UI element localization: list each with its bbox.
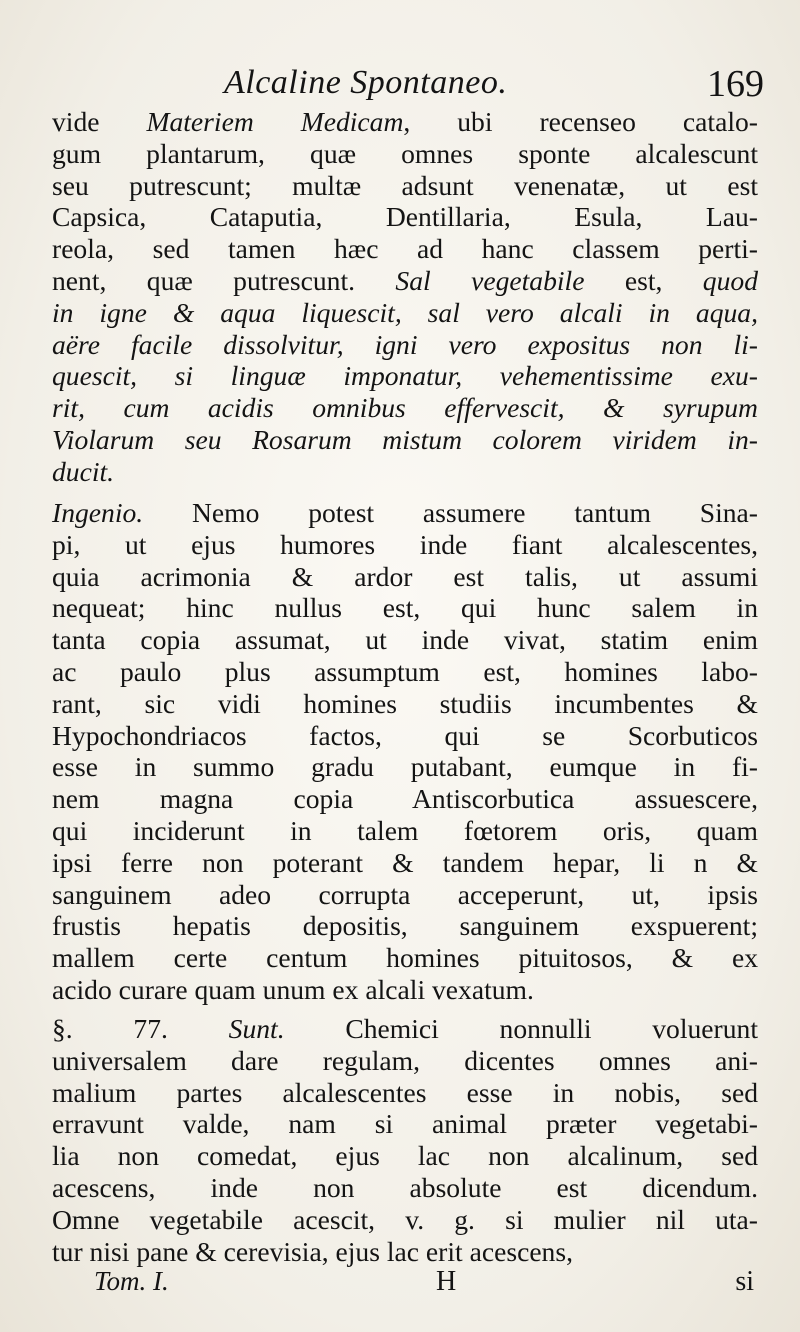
page-footer bbox=[52, 1266, 760, 1306]
text-run: mallem certe centum homines pituitosos, & ex bbox=[52, 942, 758, 974]
text-run: esse in summo gradu putabant, eumque in fi- bbox=[52, 751, 758, 783]
text-line bbox=[52, 1236, 758, 1268]
text-line bbox=[52, 624, 758, 656]
italic-run: Violarum seu Rosarum mistum colorem viridem in- bbox=[52, 423, 758, 455]
text-run: Omne vegetabile acescit, v. g. si mulier nil uta- bbox=[52, 1203, 758, 1235]
text-run: Capsica, Cataputia, Dentillaria, Esula, Lau- bbox=[52, 201, 758, 233]
text-line bbox=[52, 656, 758, 688]
text-run: seu putrescunt; multæ adsunt venenatæ, ut est bbox=[52, 169, 758, 201]
text-line bbox=[52, 879, 758, 911]
signature-mark: H bbox=[436, 1266, 457, 1297]
italic-run: aëre facile dissolvitur, igni vero expositus non li- bbox=[52, 328, 758, 360]
text-line bbox=[52, 497, 758, 529]
text-line bbox=[52, 847, 758, 879]
italic-run: ducit. bbox=[52, 455, 115, 487]
paragraph-3 bbox=[52, 1013, 758, 1267]
text-line bbox=[52, 910, 758, 942]
text-line bbox=[52, 297, 758, 329]
text-line bbox=[52, 815, 758, 847]
text-run: Chemici nonnulli voluerunt bbox=[284, 1013, 759, 1044]
italic-run: quescit, si linguæ imponatur, vehementissime exu- bbox=[52, 360, 758, 392]
text-run: est, bbox=[584, 264, 703, 296]
italic-run: Materiem Medicam bbox=[146, 106, 404, 137]
paragraph-1 bbox=[52, 106, 758, 488]
text-line bbox=[52, 360, 758, 392]
text-line bbox=[52, 1204, 758, 1236]
text-run: pi, ut ejus humores inde fiant alcalescentes, bbox=[52, 528, 758, 560]
text-run: qui inciderunt in talem fœtorem oris, quam bbox=[52, 814, 758, 846]
text-run: quia acrimonia & ardor est talis, ut assumi bbox=[52, 560, 758, 592]
text-run: erravunt valde, nam si animal præter vegetabi- bbox=[52, 1108, 758, 1140]
text-run: nem magna copia Antiscorbutica assuescere, bbox=[52, 783, 758, 815]
text-line bbox=[52, 529, 758, 561]
text-line bbox=[52, 592, 758, 624]
text-line bbox=[52, 106, 758, 138]
text-line bbox=[52, 456, 758, 488]
text-run: , ubi recenseo catalo- bbox=[403, 106, 758, 137]
text-line bbox=[52, 1140, 758, 1172]
text-line bbox=[52, 1108, 758, 1140]
text-line bbox=[52, 170, 758, 202]
text-run: acido curare quam unum ex alcali vexatum. bbox=[52, 973, 534, 1005]
text-line bbox=[52, 138, 758, 170]
italic-run: Sunt. bbox=[228, 1013, 285, 1044]
text-run: tur nisi pane & cerevisia, ejus lac erit acescens, bbox=[52, 1235, 573, 1267]
text-line bbox=[52, 1172, 758, 1204]
italic-run: quod bbox=[702, 264, 758, 296]
text-line bbox=[52, 720, 758, 752]
italic-run: rit, cum acidis omnibus effervescit, & syrupum bbox=[52, 392, 758, 424]
page-header bbox=[54, 58, 770, 108]
italic-run: Sal vegetabile bbox=[395, 264, 585, 296]
text-line bbox=[52, 1013, 758, 1045]
text-line bbox=[52, 1045, 758, 1077]
text-run: ipsi ferre non poterant & tandem hepar, li n & bbox=[52, 846, 758, 878]
text-line bbox=[52, 201, 758, 233]
text-run: reola, sed tamen hæc ad hanc classem perti- bbox=[52, 233, 758, 265]
text-line bbox=[52, 942, 758, 974]
text-line bbox=[52, 688, 758, 720]
text-run: universalem dare regulam, dicentes omnes ani- bbox=[52, 1044, 758, 1076]
text-run: acescens, inde non absolute est dicendum. bbox=[52, 1171, 758, 1203]
text-run: nequeat; hinc nullus est, qui hunc salem in bbox=[52, 592, 758, 624]
text-line bbox=[52, 329, 758, 361]
italic-run: in igne & aqua liquescit, sal vero alcali in aqua, bbox=[52, 296, 758, 328]
text-line bbox=[52, 233, 758, 265]
italic-run: Ingenio. bbox=[52, 497, 144, 528]
catchword: si bbox=[735, 1266, 754, 1297]
text-run: ac paulo plus assumptum est, homines labo- bbox=[52, 655, 758, 687]
text-run: Nemo potest assumere tantum Sina- bbox=[143, 497, 758, 528]
text-line bbox=[52, 1077, 758, 1109]
page-number: 169 bbox=[707, 63, 764, 105]
text-line bbox=[52, 424, 758, 456]
running-title: Alcaline Spontaneo. bbox=[224, 64, 508, 101]
text-line bbox=[52, 751, 758, 783]
text-run: nent, quæ putrescunt. bbox=[52, 264, 396, 296]
text-line bbox=[52, 974, 758, 1006]
text-line bbox=[52, 561, 758, 593]
volume-mark: Tom. I. bbox=[94, 1266, 169, 1296]
text-run: vide bbox=[52, 106, 147, 137]
text-run: gum plantarum, quæ omnes sponte alcalescunt bbox=[52, 137, 758, 169]
text-line bbox=[52, 265, 758, 297]
text-run: tanta copia assumat, ut inde vivat, statim enim bbox=[52, 624, 758, 656]
text-run: sanguinem adeo corrupta acceperunt, ut, ipsis bbox=[52, 878, 758, 910]
text-run: lia non comedat, ejus lac non alcalinum, sed bbox=[52, 1140, 758, 1172]
text-run: malium partes alcalescentes esse in nobis, sed bbox=[52, 1076, 758, 1108]
text-line bbox=[52, 783, 758, 815]
paragraph-2 bbox=[52, 497, 758, 1006]
text-run: §. 77. bbox=[52, 1013, 229, 1044]
text-line bbox=[52, 392, 758, 424]
text-run: Hypochondriacos factos, qui se Scorbuticos bbox=[52, 719, 758, 751]
text-run: frustis hepatis depositis, sanguinem exspuerent; bbox=[52, 910, 758, 942]
text-run: rant, sic vidi homines studiis incumbentes & bbox=[52, 687, 758, 719]
